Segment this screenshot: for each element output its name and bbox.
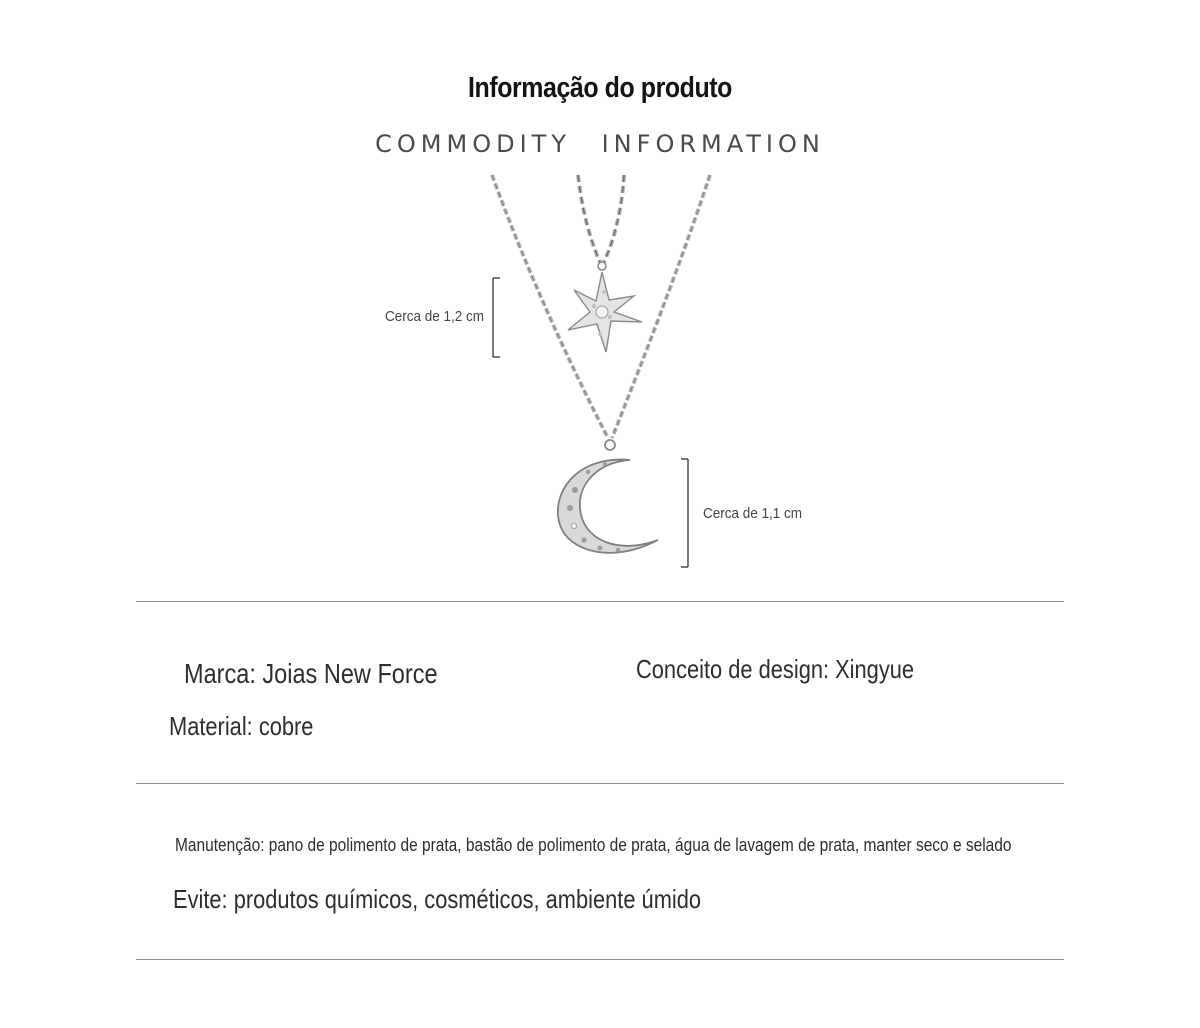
design-concept-spec: Conceito de design: Xingyue — [636, 654, 915, 684]
page-title: Informação do produto — [468, 72, 732, 104]
moon-size-label: Cerca de 1,1 cm — [703, 505, 803, 522]
moon-size-bracket — [681, 459, 688, 567]
divider-top — [136, 601, 1064, 602]
star-pendant-icon — [568, 272, 642, 352]
avoid-text: Evite: produtos químicos, cosméticos, ambiente úmido — [173, 884, 702, 914]
material-spec: Material: cobre — [169, 711, 314, 741]
star-size-bracket — [493, 278, 500, 357]
star-size-label: Cerca de 1,2 cm — [385, 308, 485, 325]
divider-middle — [136, 783, 1064, 784]
maintenance-text: Manutenção: pano de polimento de prata, bastão de polimento de prata, água de lavagem de prata, manter seco e selado — [175, 835, 1012, 855]
page-subtitle: COMMODITY INFORMATION — [375, 130, 825, 158]
moon-pendant-icon — [558, 460, 658, 553]
inner-chain — [578, 175, 624, 270]
brand-spec: Marca: Joias New Force — [184, 658, 438, 689]
divider-bottom — [136, 959, 1064, 960]
